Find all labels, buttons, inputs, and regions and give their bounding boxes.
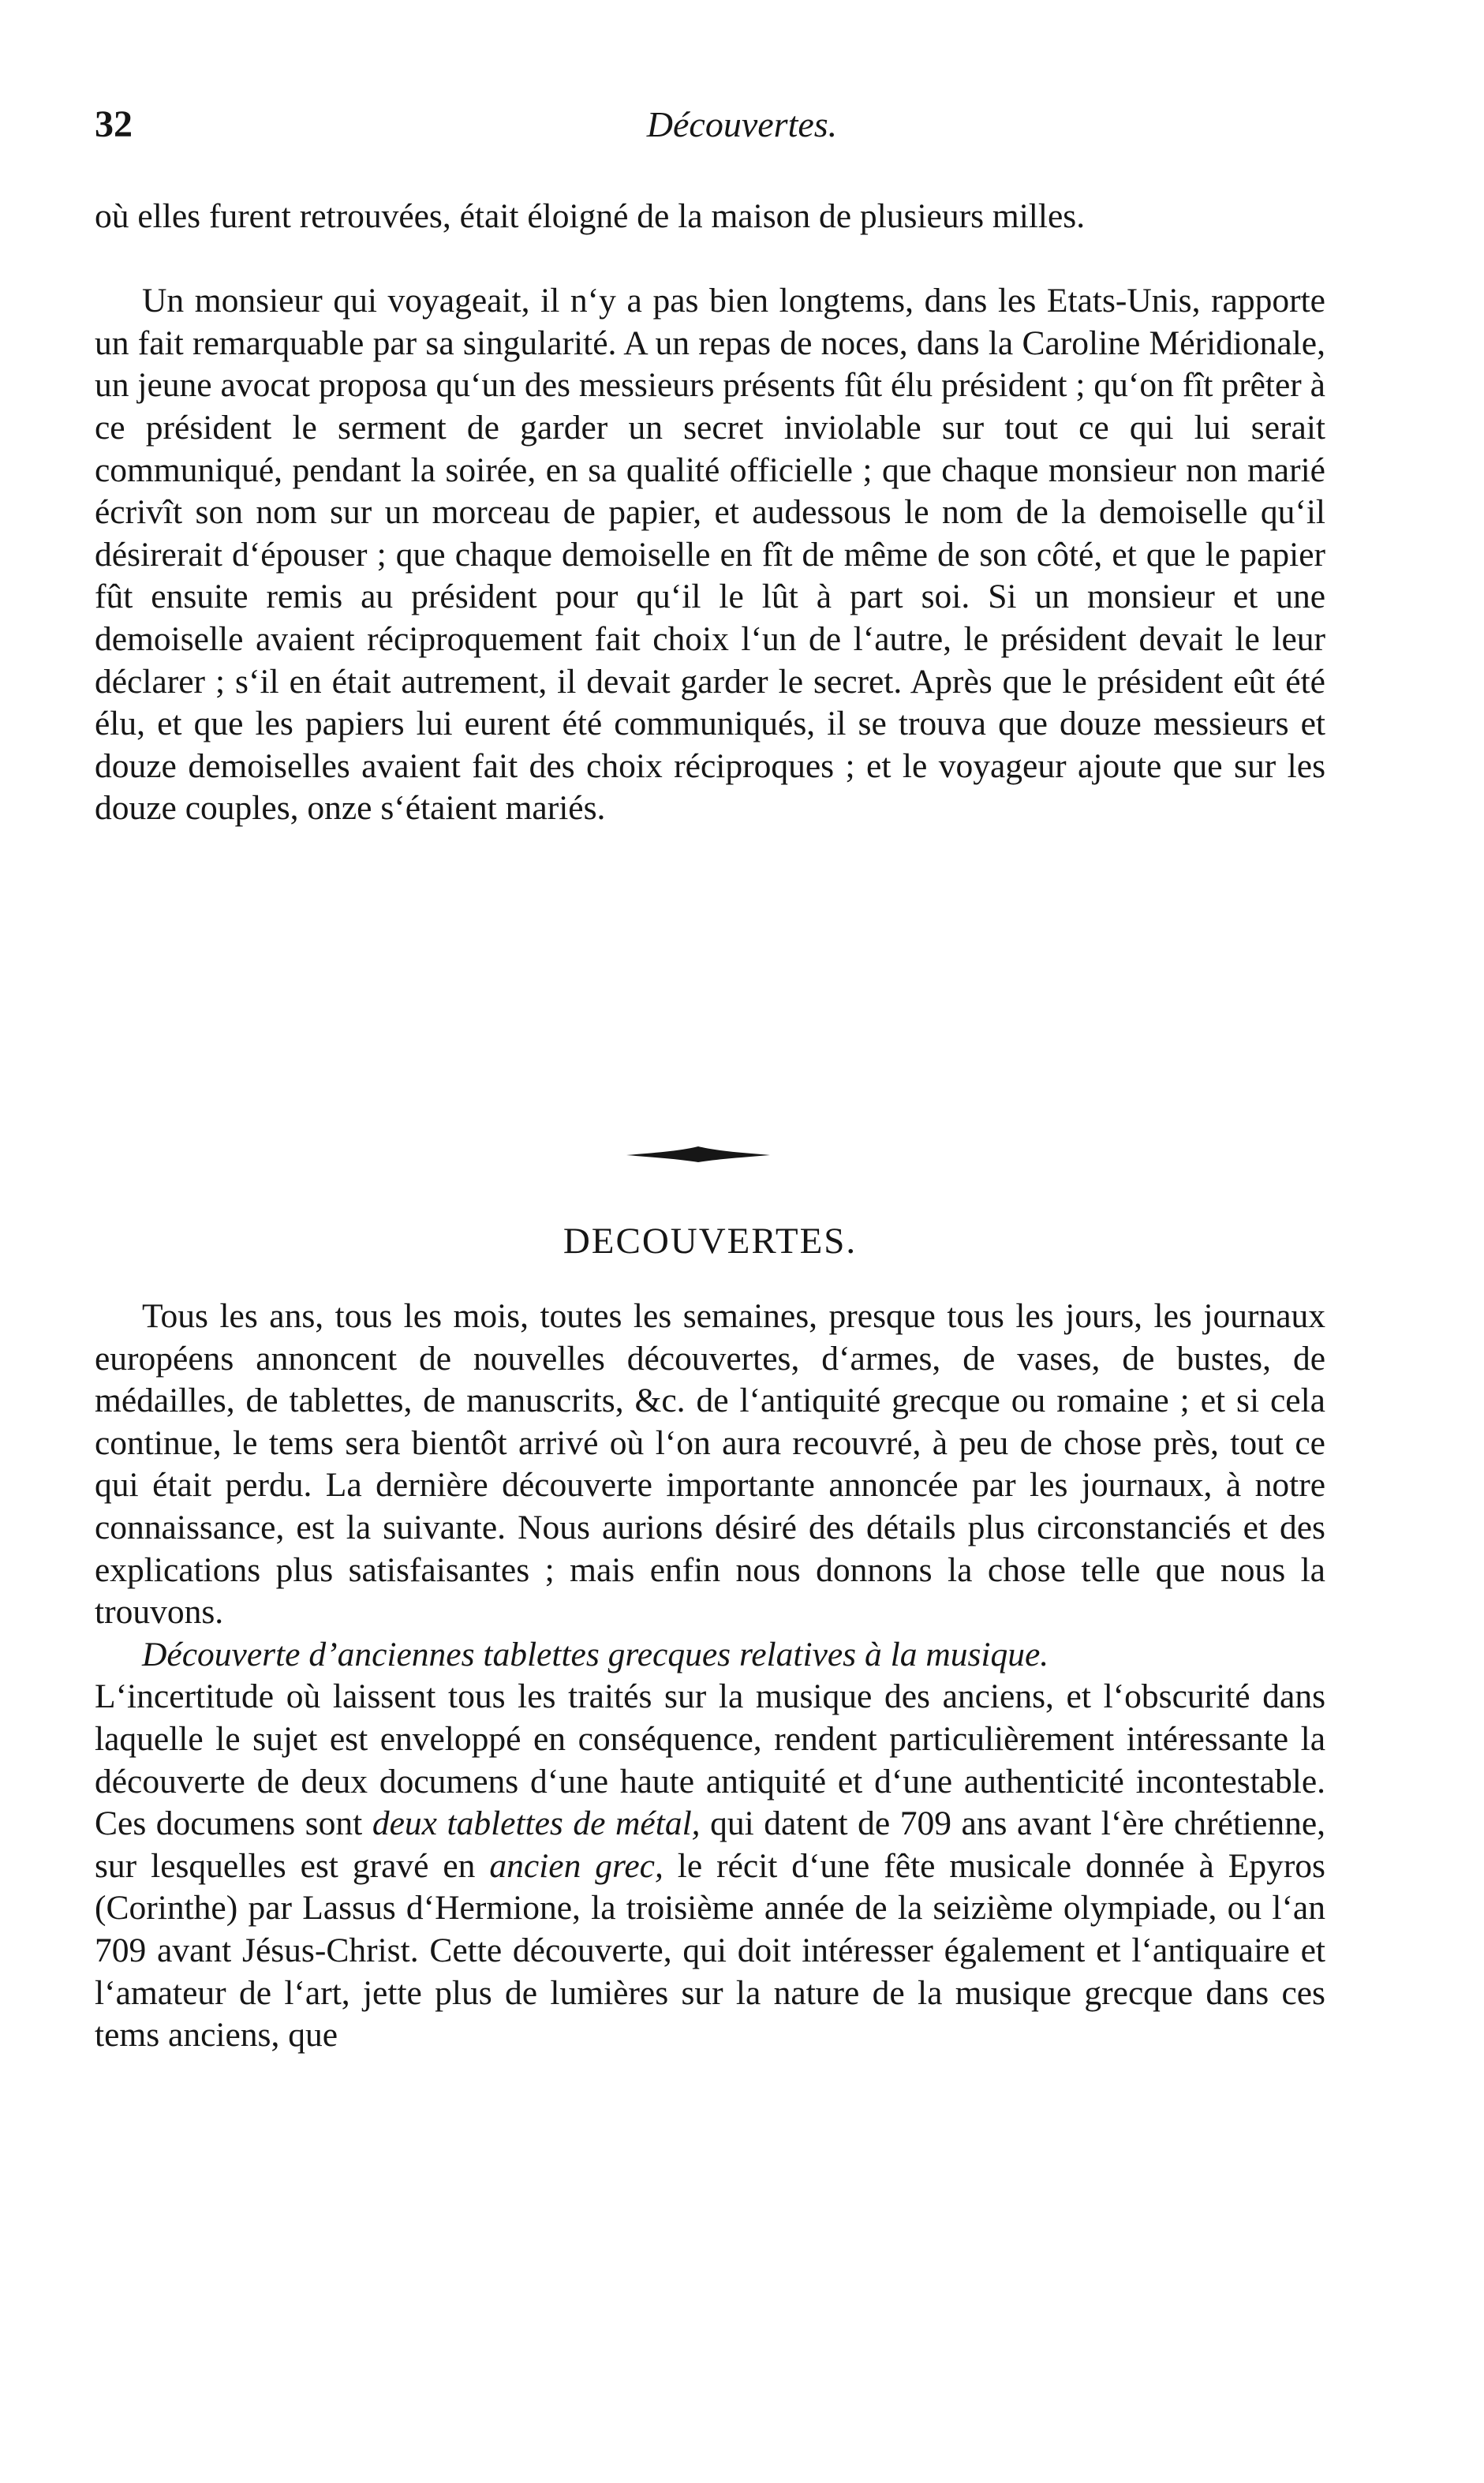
tablets-text-part3: le récit d‘une fête musicale donnée à Epyros (Corinthe) par Lassus d‘Hermione, la troisième année de la seizième olympiade, ou l‘an 709 avant Jésus-Christ. Cette découverte, qui doit intéresser également et l‘antiquaire et l‘amateur de l‘art, jette plus de lumières sur la nature de la musique grecque dans ces tems anciens, que (95, 1846, 1325, 2055)
page-header (95, 93, 1389, 156)
tablets-paragraph (95, 1676, 1325, 2056)
section-title: DECOUVERTES. (563, 1221, 858, 1262)
subheading-text: Découverte d’anciennes tablettes grecques relatives à la musique. (142, 1635, 1049, 1673)
tablets-emphasis-1: deux tablettes de métal, (372, 1804, 701, 1843)
subheading-line (95, 1634, 1325, 1677)
tablets-emphasis-2: ancien grec, (489, 1846, 664, 1885)
top-text-block (95, 196, 1325, 830)
tablets-text-part1: L‘incertitude où laissent tous les traités sur la musique des anciens, et l‘obscurité dans laquelle le sujet est enveloppé en conséquence, rendent particulièrement intéressante la découverte de deux documens d‘une haute antiquité et d‘une authenticité incontestable. Ces documens sont (95, 1677, 1325, 1843)
section-divider-ornament-icon (623, 1139, 773, 1170)
wedding-anecdote-paragraph: Un monsieur qui voyageait, il n‘y a pas bien longtems, dans les Etats-Unis, rapporte un fait remarquable par sa singularité. A un repas de noces, dans la Caroline Méridionale, un jeune avocat proposa qu‘un des messieurs présents fût élu président ; qu‘on fît prêter à ce président le serment de garder un secret inviolable sur tout ce qui lui serait communiqué, pendant la soirée, en sa qualité officielle ; que chaque monsieur non marié écrivît son nom sur un morceau de papier, et audessous le nom de la demoiselle qu‘il désirerait d‘épouser ; que chaque demoiselle en fît de même de son côté, et que le papier fût ensuite remis au président pour qu‘il le lût à part soi. Si un monsieur et une demoiselle avaient réciproquement fait choix l‘un de l‘autre, le président devait le leur déclarer ; s‘il en était autrement, il devait garder le secret. Après que le président eût été élu, et que les papiers lui eurent été communiqués, il se trouva que douze messieurs et douze demoiselles avaient fait des choix réciproques ; et le voyageur ajoute que sur les douze couples, onze s‘étaient mariés. (95, 282, 1325, 828)
running-title: Découvertes. (646, 104, 838, 144)
paragraph-gap (95, 238, 1325, 281)
page-number: 32 (95, 103, 133, 145)
continued-paragraph: où elles furent retrouvées, était éloigné de la maison de plusieurs milles. (95, 197, 1086, 235)
tablets-text-part2: qui datent de 709 ans avant l‘ère chrétienne, sur lesquelles est gravé en (95, 1804, 1326, 1885)
intro-paragraph: Tous les ans, tous les mois, toutes les semaines, presque tous les jours, les journaux européens annoncent de nouvelles découvertes, d‘armes, de vases, de bustes, de médailles, de tablettes, de manuscrits, &c. de l‘antiquité grecque ou romaine ; et si cela continue, le tems sera bientôt arrivé où l‘on aura recouvré, à peu de chose près, tout ce qui était perdu. La dernière découverte importante annoncée par les journaux, à notre connaissance, est la suivante. Nous aurions désiré des détails plus circonstanciés et des explications plus satisfaisantes ; mais enfin nous donnons la chose telle que nous la trouvons. (95, 1297, 1325, 1632)
section-text-block (95, 1296, 1325, 2057)
